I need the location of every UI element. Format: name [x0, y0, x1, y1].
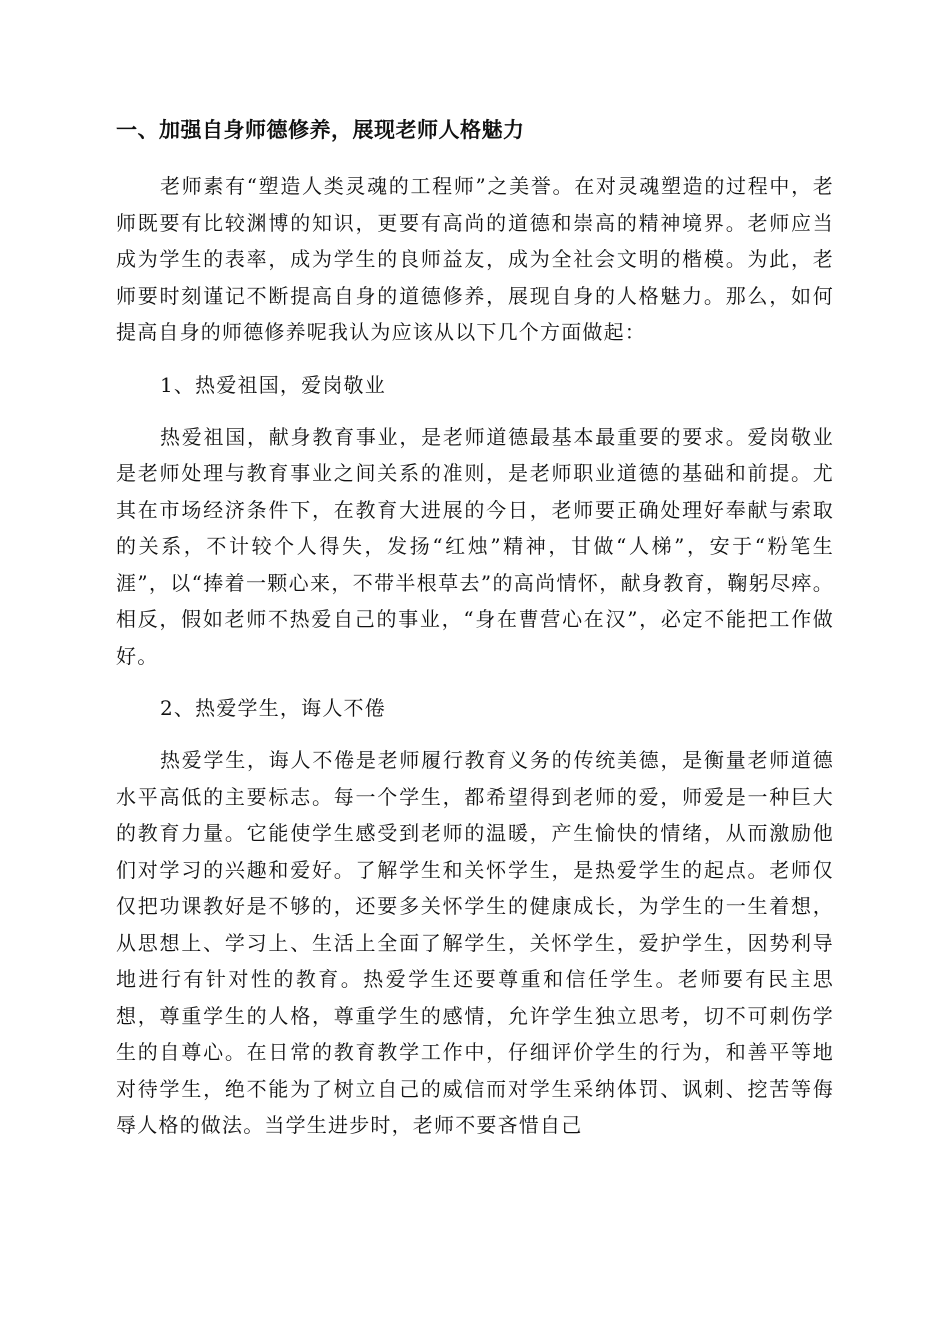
- subsection-body-1: 热爱祖国，献身教育事业，是老师道德最基本最重要的要求。爱岗敬业是老师处理与教育事业之间关系的准则，是老师职业道德的基础和前提。尤其在市场经济条件下，在教育大进展的今日，老师要正确处理好奉献与索取的关系，不计较个人得失，发扬“红烛”精神，甘做“人梯”，安于“粉笔生涯”，以“捧着一颗心来，不带半根草去”的高尚情怀，献身教育，鞠躬尽瘁。相反，假如老师不热爱自己的事业，“身在曹营心在汉”，必定不能把工作做好。: [116, 424, 834, 668]
- subsection-title-2: 2、热爱学生，诲人不倦: [160, 696, 386, 720]
- subsection-title-1: 1、热爱祖国，爱岗敬业: [160, 372, 386, 397]
- subsection-body-2: 热爱学生，诲人不倦是老师履行教育义务的传统美德，是衡量老师道德水平高低的主要标志。每一个学生，都希望得到老师的爱，师爱是一种巨大的教育力量。它能使学生感受到老师的温暖，产生愉快的情绪，从而激励他们对学习的兴趣和爱好。了解学生和关怀学生，是热爱学生的起点。老师仅仅把功课教好是不够的，还要多关怀学生的健康成长，为学生的一生着想，从思想上、学习上、生活上全面了解学生，关怀学生，爱护学生，因势利导地进行有针对性的教育。热爱学生还要尊重和信任学生。老师要有民主思想，尊重学生的人格，尊重学生的感情，允许学生独立思考，切不可刺伤学生的自尊心。在日常的教育教学工作中，仔细评价学生的行为，和善平等地对待学生，绝不能为了树立自己的威信而对学生采纳体罚、讽刺、挖苦等侮辱人格的做法。当学生进步时，老师不要吝惜自己: [116, 748, 834, 1137]
- document-body: [116, 112, 834, 1160]
- section-heading: 一、加强自身师德修养，展现老师人格魅力: [116, 118, 525, 142]
- intro-paragraph: 老师素有“塑造人类灵魂的工程师”之美誉。在对灵魂塑造的过程中，老师既要有比较渊博的知识，更要有高尚的道德和崇高的精神境界。老师应当成为学生的表率，成为学生的良师益友，成为全社会文明的楷模。为此，老师要时刻谨记不断提高自身的道德修养，展现自身的人格魅力。那么，如何提高自身的师德修养呢我认为应该从以下几个方面做起：: [116, 174, 834, 344]
